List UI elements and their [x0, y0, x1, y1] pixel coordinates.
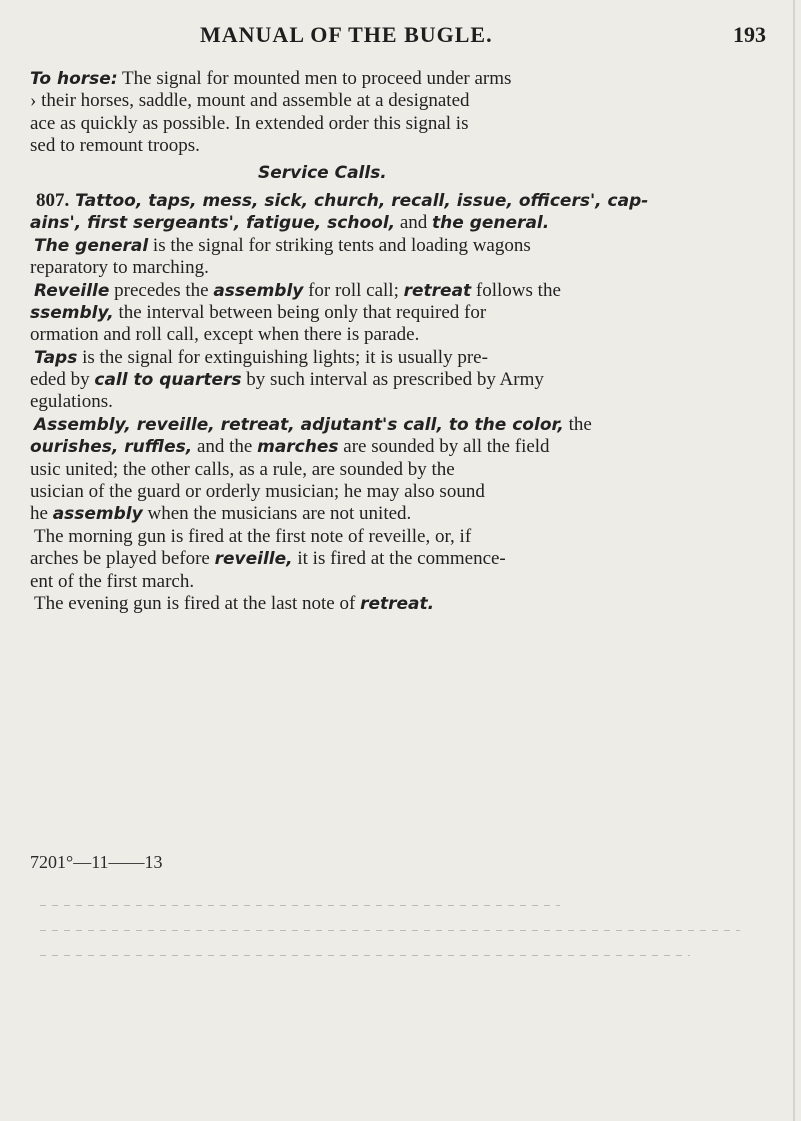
text-run: The evening gun is fired at the last note of — [34, 592, 361, 614]
italic-term: Reveille — [34, 280, 110, 301]
text-line — [0, 68, 790, 90]
text-run: ent of the first march. — [30, 570, 195, 592]
italic-term: Taps — [34, 347, 78, 368]
text-line — [0, 369, 790, 391]
italic-term: retreat — [403, 280, 472, 301]
text-line — [0, 302, 790, 324]
text-line — [0, 481, 790, 503]
page-edge — [793, 0, 795, 1121]
italic-term: marches — [257, 437, 339, 458]
italic-term: assembly — [213, 280, 304, 301]
italic-term: Service Calls. — [258, 162, 387, 183]
text-line — [0, 436, 790, 458]
text-line — [0, 162, 790, 184]
page-header — [0, 22, 801, 56]
text-line — [0, 459, 790, 481]
text-line — [0, 414, 790, 436]
text-run: is the signal for extinguishing lights; it is usually pre- — [77, 346, 488, 368]
italic-term: the general. — [432, 213, 550, 234]
faint-rule — [40, 930, 740, 931]
italic-term: To horse: — [30, 69, 118, 89]
paragraph-number: 807. — [36, 189, 70, 211]
text-line — [0, 548, 790, 570]
text-run: The signal for mounted men to proceed under arms — [117, 68, 512, 89]
text-run: and the — [192, 436, 258, 458]
text-line — [0, 235, 790, 257]
italic-term: retreat. — [360, 593, 435, 614]
text-run: egulations. — [30, 391, 113, 413]
italic-term: assembly — [52, 504, 143, 525]
running-head: MANUAL OF THE BUGLE. — [200, 22, 493, 47]
text-run: follows the — [471, 279, 561, 301]
text-line — [0, 571, 790, 593]
text-run: it is fired at the commence- — [292, 548, 506, 570]
italic-term: The general — [34, 235, 149, 256]
text-line — [0, 190, 790, 212]
text-run: he — [30, 503, 53, 525]
text-line — [0, 257, 790, 279]
text-line — [0, 90, 790, 112]
text-run: precedes the — [109, 279, 214, 301]
faint-rule — [40, 905, 560, 906]
italic-term: Tattoo, taps, mess, sick, church, recall, issue, officers', cap- — [69, 190, 649, 211]
text-run: arches be played before — [30, 548, 215, 570]
text-run: The morning gun is fired at the first note of reveille, or, if — [34, 525, 472, 547]
text-run: ormation and roll call, except when there is parade. — [30, 324, 420, 346]
print-code: 7201°—11——13 — [30, 852, 163, 872]
italic-term: call to quarters — [94, 370, 242, 391]
text-run: usic united; the other calls, as a rule, are sounded by the — [30, 458, 455, 480]
text-line — [0, 212, 790, 234]
body-text — [0, 68, 790, 615]
faint-rule — [40, 955, 690, 956]
text-line — [0, 324, 790, 346]
italic-term: ourishes, ruffles, — [30, 437, 193, 458]
text-run: eded by — [30, 369, 95, 391]
text-run: for roll call; — [303, 279, 404, 301]
text-run: the interval between being only that required for — [113, 301, 487, 323]
text-run: ace as quickly as possible. In extended order this signal is — [30, 112, 469, 134]
text-line — [0, 280, 790, 302]
text-run: the — [563, 413, 592, 435]
text-line — [0, 113, 790, 135]
text-line — [0, 503, 790, 525]
text-run: › their horses, saddle, mount and assemble at a designated — [30, 90, 470, 112]
text-run: is the signal for striking tents and loading wagons — [148, 234, 531, 256]
text-run: and — [395, 212, 433, 234]
text-run: usician of the guard or orderly musician; he may also sound — [30, 481, 485, 503]
text-line — [0, 391, 790, 413]
text-line — [0, 135, 790, 157]
text-line — [0, 593, 790, 615]
italic-term: ains', first sergeants', fatigue, school, — [30, 213, 396, 234]
text-run: reparatory to marching. — [30, 257, 209, 279]
italic-term: ssembly, — [30, 302, 114, 323]
italic-term: reveille, — [214, 549, 293, 570]
page-number: 193 — [733, 22, 766, 47]
italic-term: Assembly, reveille, retreat, adjutant's call, to the color, — [34, 414, 564, 435]
text-run: by such interval as prescribed by Army — [241, 369, 544, 391]
text-line — [0, 526, 790, 548]
text-run: when the musicians are not united. — [142, 503, 412, 525]
text-run: sed to remount troops. — [30, 135, 200, 157]
text-line — [0, 347, 790, 369]
text-run: are sounded by all the field — [338, 436, 550, 458]
